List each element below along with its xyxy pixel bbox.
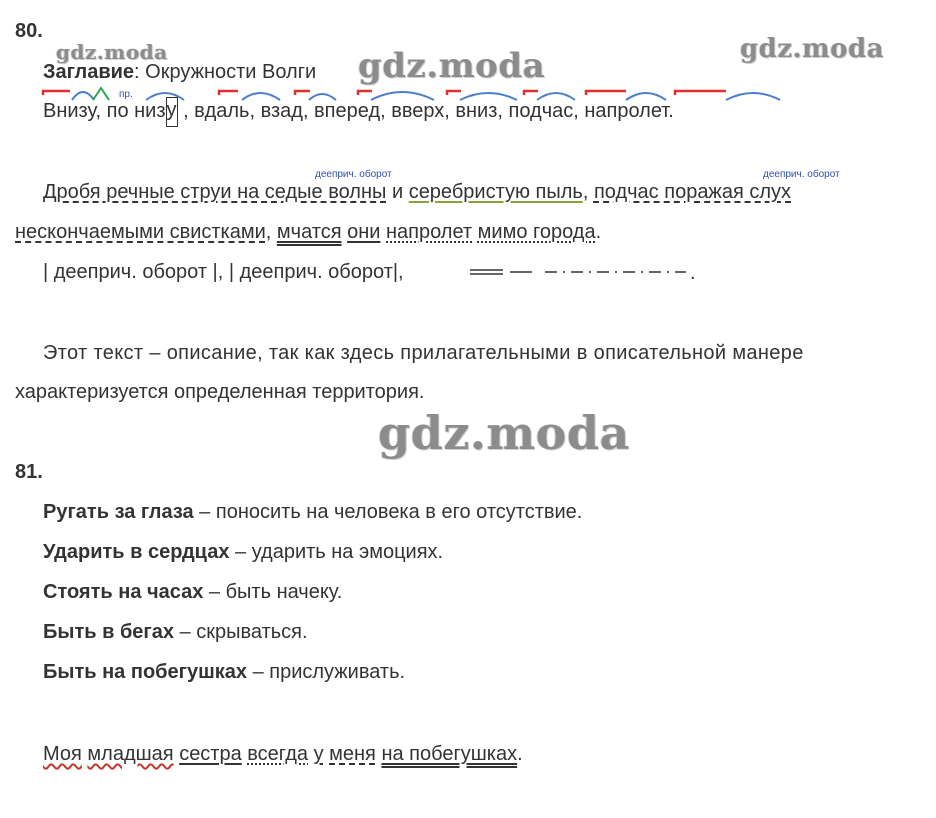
- adverb-word: Внизу: [43, 100, 96, 122]
- analysis-line: характеризуется определенная территория.: [15, 381, 425, 403]
- adverbs-rest: , вдаль, взад, вперед, вверх, вниз, подчас, напролет.: [177, 100, 674, 122]
- object: у: [313, 743, 324, 765]
- idiom-meaning: – поносить на человека в его отсутствие.: [193, 501, 583, 523]
- analysis-line: Этот текст – описание, так как здесь прилагательными в описательной манере: [43, 342, 804, 364]
- text-fragment: .: [517, 743, 523, 765]
- watermark: gdz.moda: [56, 40, 168, 64]
- ending-box: у: [166, 97, 178, 127]
- scheme-text: | дееприч. оборот |, | дееприч. оборот|,: [43, 261, 404, 283]
- title-separator: :: [134, 61, 146, 83]
- idiom-item: [43, 660, 405, 684]
- text-fragment: и: [386, 181, 409, 203]
- watermark: gdz.moda: [740, 34, 885, 64]
- subject: сестра: [179, 743, 242, 765]
- gerund-phrase: нескончаемыми свистками: [15, 221, 266, 243]
- prefix-label: пр.: [119, 89, 133, 100]
- adverb-sep: , по: [95, 100, 135, 122]
- adverbial: напролет: [386, 221, 473, 243]
- object: меня: [329, 743, 376, 765]
- idiom-phrase: Ударить в сердцах: [43, 541, 230, 563]
- watermark: gdz.moda: [358, 46, 546, 86]
- text-fragment: ,: [265, 221, 277, 243]
- task-number: 80.: [15, 20, 43, 42]
- predicate: мчатся: [276, 221, 342, 243]
- idiom-phrase: Быть в бегах: [43, 621, 175, 643]
- idiom-meaning: – ударить на эмоциях.: [229, 541, 444, 563]
- idiom-meaning: – скрываться.: [174, 621, 308, 643]
- predicate: на побегушках: [381, 743, 518, 765]
- subject: они: [347, 221, 381, 243]
- watermark: gdz.moda: [378, 406, 630, 460]
- idiom-phrase: Быть на побегушках: [43, 661, 248, 683]
- svg-text:.: .: [690, 262, 696, 284]
- text-fragment: .: [595, 221, 602, 243]
- gerund-label: дееприч. оборот: [315, 169, 392, 180]
- text-fragment: ,: [582, 181, 594, 203]
- gerund-phrase: серебристую пыль: [408, 181, 583, 203]
- attribute: Моя: [43, 743, 82, 765]
- adverbial: мимо города: [477, 221, 596, 243]
- idiom-item: [43, 620, 308, 644]
- adverb-word-root: низ: [134, 100, 166, 122]
- gerund-phrase: подчас поражая слух: [593, 181, 791, 203]
- attribute: младшая: [87, 743, 174, 765]
- idiom-meaning: – прислуживать.: [247, 661, 406, 683]
- title-text: Окружности Волги: [145, 61, 317, 83]
- idiom-phrase: Ругать за глаза: [43, 501, 194, 523]
- gerund-label: дееприч. оборот: [763, 169, 840, 180]
- example-sentence: [43, 742, 523, 766]
- idiom-item: [43, 500, 582, 524]
- gerund-phrase: Дробя речные струи на седые волны: [43, 181, 387, 203]
- idiom-item: [43, 540, 443, 564]
- idiom-item: [43, 580, 342, 604]
- idiom-meaning: – быть начеку.: [203, 581, 343, 603]
- task-number: 81.: [15, 461, 43, 483]
- idiom-phrase: Стоять на часах: [43, 581, 204, 603]
- title-label: Заглавие: [43, 61, 135, 83]
- adverbial: всегда: [247, 743, 308, 765]
